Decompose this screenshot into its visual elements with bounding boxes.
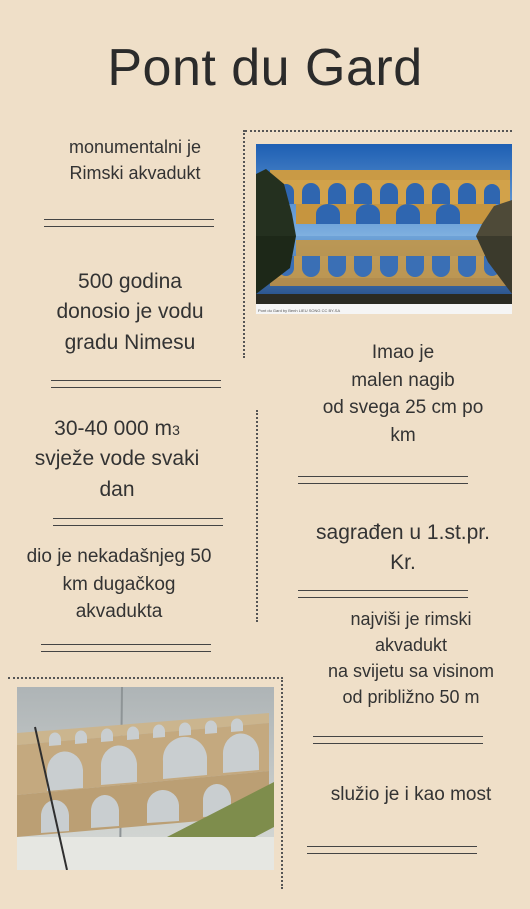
aqueduct-model-photo: [17, 687, 274, 870]
text-block-gradient: [288, 339, 518, 449]
double-line: [41, 644, 211, 652]
text-line: svježe vode svaki: [34, 447, 200, 471]
text-line: najviši je rimski: [350, 609, 472, 629]
double-line: [313, 736, 483, 744]
text-line: Imao je: [371, 342, 435, 363]
text-line: Kr.: [390, 551, 416, 575]
double-line: [307, 846, 477, 854]
dotted-divider-left-lower: [281, 677, 283, 889]
text-block-tallest: [296, 606, 526, 710]
text-line: dan: [99, 477, 135, 501]
text-line: na svijetu sa visinom: [327, 661, 495, 682]
text-line: akvadukta: [75, 601, 163, 623]
text-block-bridge: [296, 781, 526, 809]
text-line: donosio je vodu: [56, 300, 204, 324]
text-line: Rimski akvadukt: [69, 163, 201, 184]
dotted-divider-bottom: [8, 677, 283, 679]
text-block-monumental: [10, 134, 260, 186]
photo-caption: Pont du Gard by Benh LIEU SONG CC BY-SA: [258, 308, 341, 313]
text-block-500-years: [0, 267, 260, 358]
double-line: [298, 590, 468, 598]
text-line: malen nagib: [351, 369, 455, 391]
dotted-divider-top: [245, 130, 512, 132]
text-line: akvadukt: [374, 635, 448, 656]
aqueduct-reflection-photo: [256, 144, 512, 314]
double-line: [44, 219, 214, 227]
text-line: km dugačkog: [62, 573, 176, 595]
text-line: monumentalni je: [68, 137, 202, 157]
text-line: od približno 50 m: [342, 687, 480, 708]
text-line: dio je nekadašnjeg 50: [26, 546, 212, 567]
dotted-divider-middle: [256, 410, 258, 622]
text-block-part-of-aqueduct: [0, 543, 238, 626]
volume-exponent: 3: [172, 422, 180, 438]
double-line: [53, 518, 223, 526]
text-block-built: [288, 518, 518, 579]
text-line: km: [390, 424, 416, 446]
double-line: [51, 380, 221, 388]
volume-value: 30-40 000 m: [54, 417, 173, 440]
text-line: 500 godina: [78, 270, 182, 293]
text-line: sagrađen u 1.st.pr.: [316, 521, 490, 544]
text-line: gradu Nimesu: [64, 330, 196, 354]
page-title: Pont du Gard: [107, 39, 423, 97]
text-block-water-volume: [0, 414, 234, 505]
text-line: [0, 414, 234, 444]
double-line: [298, 476, 468, 484]
text-line: služio je i kao most: [330, 784, 492, 805]
text-line: od svega 25 cm po: [322, 397, 484, 419]
